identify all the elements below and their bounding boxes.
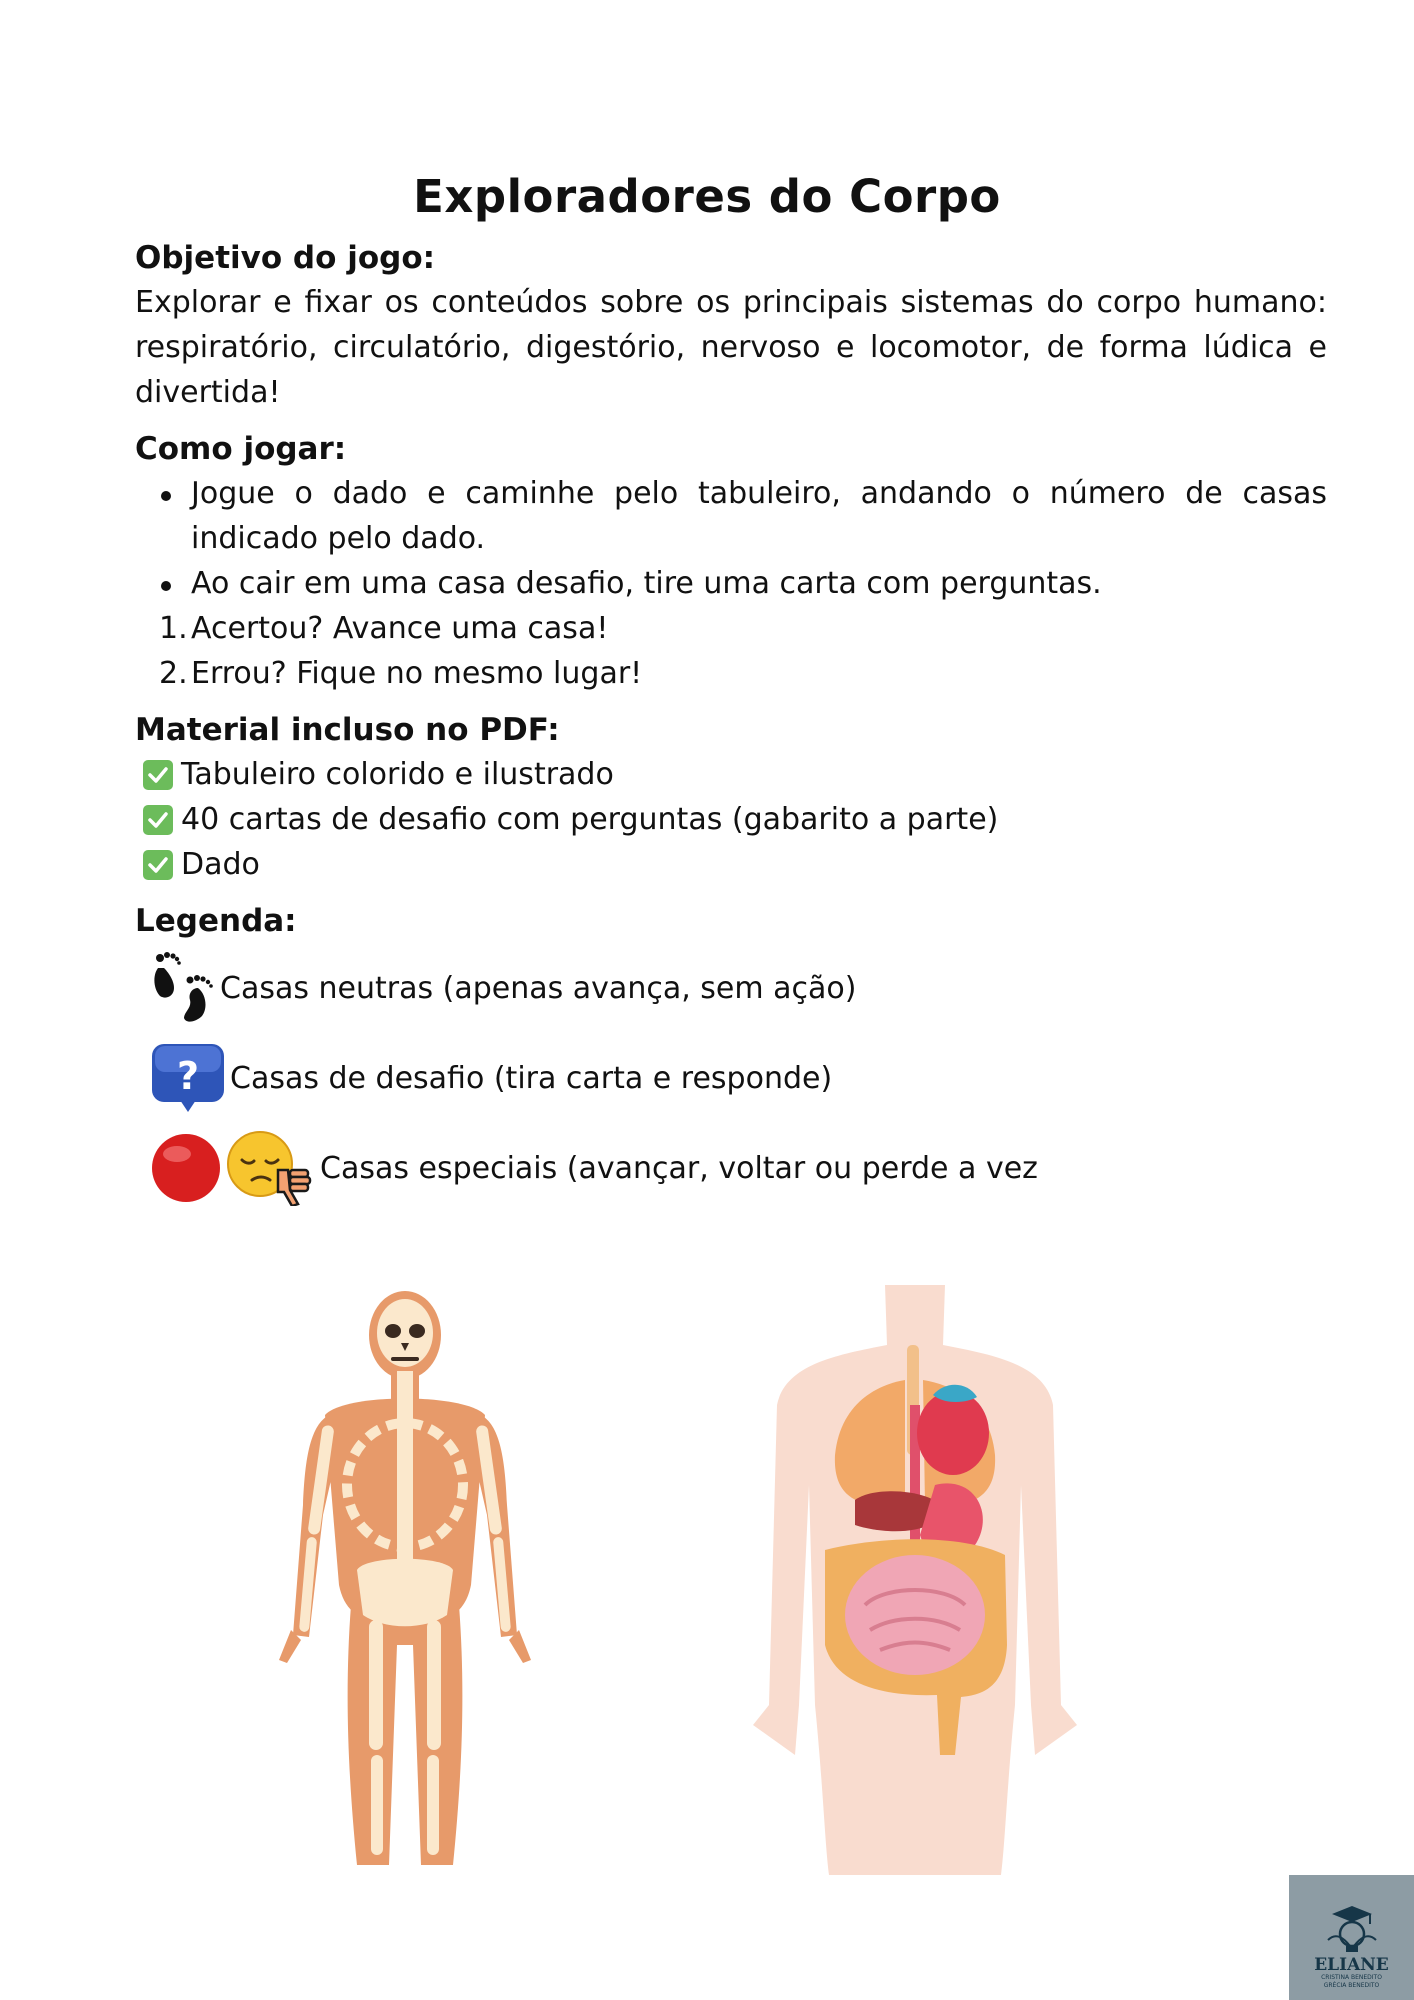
legend-text: Casas neutras (apenas avança, sem ação) bbox=[220, 970, 857, 1006]
list-item bbox=[135, 471, 1327, 561]
checkmark-icon bbox=[143, 760, 173, 790]
sad-thumbs-down-icon bbox=[226, 1130, 316, 1206]
list-item bbox=[135, 561, 1327, 606]
legend-row bbox=[135, 1033, 1327, 1123]
legend-row bbox=[135, 943, 1327, 1033]
legend-text: Casas especiais (avançar, voltar ou perde a vez bbox=[320, 1150, 1038, 1186]
svg-text:?: ? bbox=[176, 1054, 200, 1098]
bullet-icon bbox=[161, 491, 171, 501]
list-number: 2. bbox=[159, 656, 188, 691]
content bbox=[135, 236, 1327, 1213]
material-item-text: Tabuleiro colorido e ilustrado bbox=[181, 757, 614, 792]
logo-subtitle: CRISTINA BENEDITO bbox=[1321, 1974, 1382, 1981]
legenda-heading: Legenda: bbox=[135, 903, 297, 939]
como-jogar-heading: Como jogar: bbox=[135, 431, 347, 467]
internal-organs-illustration bbox=[705, 1285, 1125, 1884]
footprints-icon bbox=[150, 950, 216, 1026]
legend-text: Casas de desafio (tira carta e responde) bbox=[230, 1060, 833, 1096]
list-item bbox=[135, 752, 1327, 797]
list-item-text: Errou? Fique no mesmo lugar! bbox=[191, 656, 643, 691]
list-item bbox=[135, 842, 1327, 887]
graduation-cap-lightbulb-icon bbox=[1322, 1898, 1382, 1956]
material-heading: Material incluso no PDF: bbox=[135, 712, 560, 748]
objetivo-text: Explorar e fixar os conteúdos sobre os principais sistemas do corpo humano: respiratório, circulatório, digestório, nervoso e locomotor, de forma lúdica e divertida! bbox=[135, 285, 1327, 410]
material-item-text: Dado bbox=[181, 847, 260, 882]
list-item bbox=[135, 797, 1327, 842]
list-item bbox=[135, 651, 1327, 696]
list-number: 1. bbox=[159, 611, 188, 646]
list-item-text: Ao cair em uma casa desafio, tire uma carta com perguntas. bbox=[191, 566, 1102, 601]
page-title: Exploradores do Corpo bbox=[413, 170, 1001, 223]
question-bubble-icon bbox=[150, 1042, 226, 1114]
red-circle-icon bbox=[150, 1132, 222, 1204]
list-item-text: Acertou? Avance uma casa! bbox=[191, 611, 609, 646]
logo-name: ELIANE bbox=[1314, 1955, 1389, 1975]
material-item-text: 40 cartas de desafio com perguntas (gabarito a parte) bbox=[181, 802, 999, 837]
bullet-icon bbox=[161, 581, 171, 591]
objetivo-heading: Objetivo do jogo: bbox=[135, 240, 436, 276]
skeleton-illustration bbox=[265, 1285, 545, 1889]
checkmark-icon bbox=[143, 805, 173, 835]
checkmark-icon bbox=[143, 850, 173, 880]
author-logo bbox=[1289, 1875, 1414, 2000]
logo-subtitle-2: GRÉCIA BENEDITO bbox=[1323, 1982, 1380, 1989]
list-item-text: Jogue o dado e caminhe pelo tabuleiro, andando o número de casas indicado pelo dado. bbox=[191, 476, 1327, 556]
como-jogar-bullets bbox=[135, 471, 1327, 606]
list-item bbox=[135, 606, 1327, 651]
legend-row bbox=[135, 1123, 1327, 1213]
como-jogar-numbered bbox=[135, 606, 1327, 696]
